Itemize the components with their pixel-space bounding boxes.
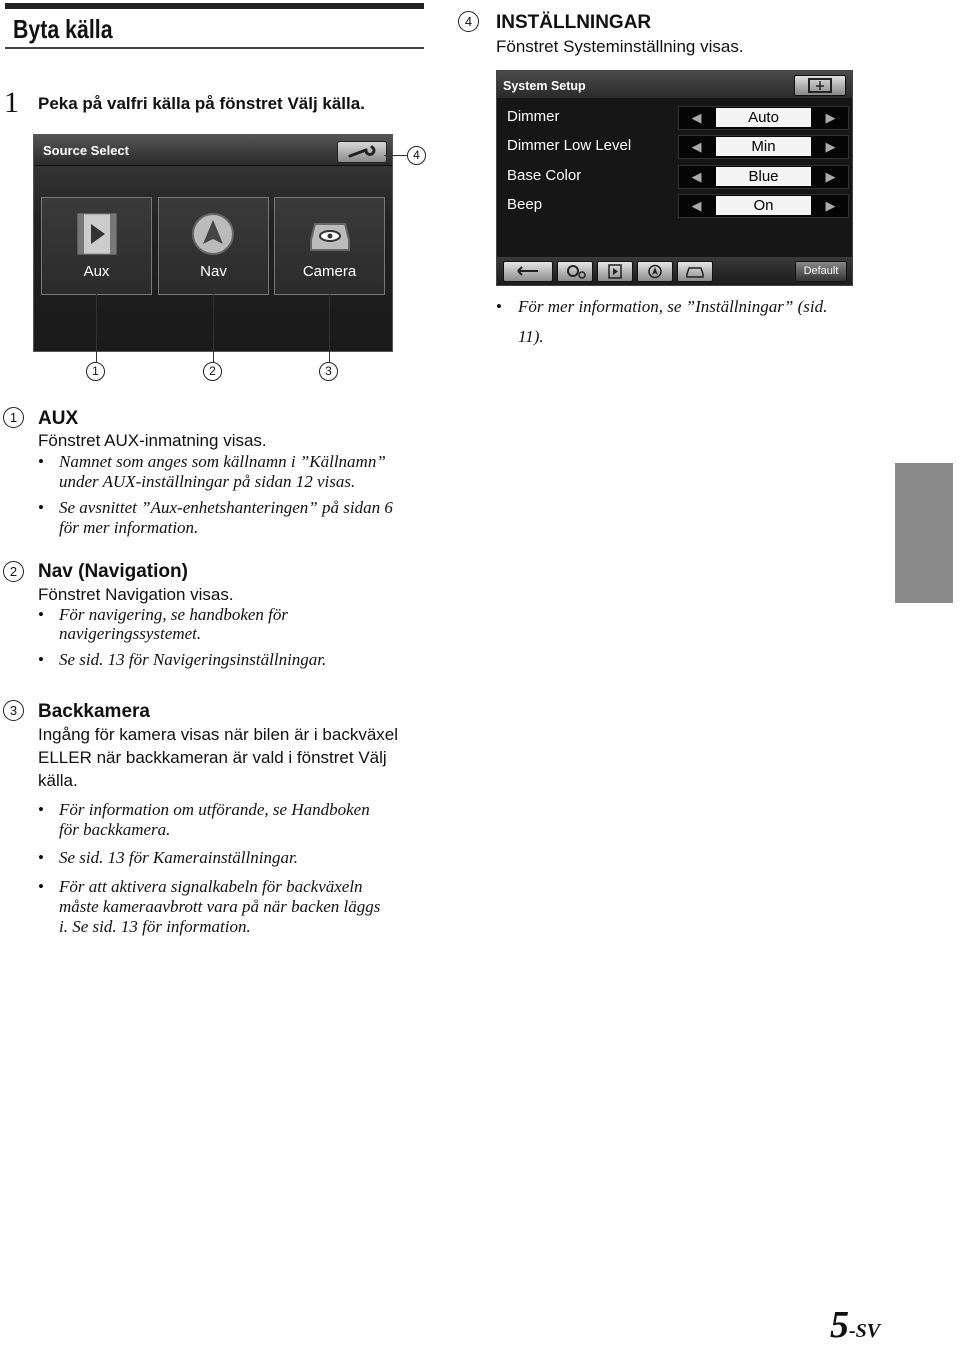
source-tile-camera[interactable] [274, 197, 385, 295]
list-item-text: För navigering, se handboken för [59, 605, 288, 624]
list-item-text: i. Se sid. 13 för information. [59, 917, 251, 936]
title-rule-bottom [5, 47, 424, 49]
bullet: • [38, 877, 44, 896]
settings-button[interactable] [337, 141, 387, 163]
car-camera-icon [305, 212, 355, 256]
section-desc: Fönstret AUX-inmatning visas. [38, 431, 267, 450]
navigation-arrow-icon [638, 262, 672, 281]
setting-value: Auto [716, 108, 811, 127]
bullet: • [38, 800, 44, 819]
callout-line [384, 155, 408, 156]
screen-adjust-icon [795, 76, 845, 95]
right-arrow-icon[interactable]: ▶ [825, 139, 836, 154]
general-settings-tab[interactable] [557, 261, 593, 282]
source-select-header [34, 135, 392, 166]
section-desc: källa. [38, 771, 78, 790]
settings-desc: Fönstret Systeminställning visas. [496, 37, 744, 56]
right-arrow-icon[interactable]: ▶ [825, 110, 836, 125]
settings-heading: INSTÄLLNINGAR [496, 12, 652, 33]
section-number: 2 [3, 561, 24, 582]
right-arrow-icon[interactable]: ▶ [825, 198, 836, 213]
default-button[interactable] [795, 261, 847, 282]
page-number [830, 1303, 880, 1347]
system-setup-header [497, 71, 852, 98]
page-number-suffix: -SV [849, 1320, 881, 1342]
left-arrow-icon[interactable]: ◀ [691, 198, 702, 213]
setting-name: Dimmer Low Level [507, 137, 632, 154]
list-item-text: För att aktivera signalkabeln för backväxeln [59, 877, 363, 896]
bullet: • [38, 605, 44, 624]
note-text: För mer information, se ”Inställningar” (sid. [518, 297, 828, 316]
setting-control [678, 194, 849, 218]
callout-number: 3 [319, 362, 338, 381]
source-select-title: Source Select [43, 143, 129, 158]
setting-row [497, 161, 852, 189]
callout-number: 2 [203, 362, 222, 381]
system-setup-toolbar [497, 257, 852, 285]
list-item-text: Se sid. 13 för Kamerainställningar. [59, 848, 298, 867]
page-number-value: 5 [830, 1304, 849, 1346]
settings-note [496, 297, 846, 317]
section-number: 4 [458, 11, 479, 32]
bullet: • [38, 452, 44, 471]
setting-row [497, 131, 852, 159]
navigation-arrow-icon [190, 212, 236, 256]
callout-number: 1 [86, 362, 105, 381]
list-item-text: för backkamera. [59, 820, 171, 839]
section-heading: AUX [38, 408, 79, 429]
section-desc: Fönstret Navigation visas. [38, 585, 234, 604]
setting-control [678, 135, 849, 159]
section-heading: Backkamera [38, 701, 150, 722]
source-tile-aux[interactable] [41, 197, 152, 295]
film-play-icon [76, 212, 118, 256]
list-item-text: navigeringssystemet. [59, 624, 202, 643]
section-desc: ELLER när backkameran är vald i fönstret Välj [38, 748, 387, 767]
section-number: 3 [3, 700, 24, 721]
setting-name: Dimmer [507, 108, 560, 125]
list-item-text: Se sid. 13 för Navigeringsinställningar. [59, 650, 327, 669]
left-arrow-icon[interactable]: ◀ [691, 110, 702, 125]
system-setup-button[interactable] [794, 75, 846, 96]
bullet: • [496, 297, 502, 316]
system-setup-title: System Setup [503, 79, 586, 93]
setting-value: Blue [716, 167, 811, 186]
setting-value: Min [716, 137, 811, 156]
camera-settings-tab[interactable] [677, 261, 713, 282]
list-item-text: måste kameraavbrott vara på när backen läggs [59, 897, 381, 916]
bullet: • [38, 498, 44, 517]
setting-row [497, 190, 852, 218]
default-label: Default [803, 265, 839, 277]
callout-line [96, 294, 97, 362]
callout-line [329, 294, 330, 362]
wrench-icon [338, 142, 386, 162]
page-title: Byta källa [13, 14, 113, 44]
section-desc: Ingång för kamera visas när bilen är i backväxel [38, 725, 399, 744]
setting-value: On [716, 196, 811, 215]
setting-control [678, 106, 849, 130]
back-button[interactable] [503, 261, 553, 282]
car-icon [678, 262, 712, 281]
bullet: • [38, 650, 44, 669]
list-item-text: under AUX-inställningar på sidan 12 visas. [59, 472, 356, 491]
setting-row [497, 102, 852, 130]
source-tile-label: Camera [302, 263, 357, 280]
left-arrow-icon[interactable]: ◀ [691, 169, 702, 184]
title-rule-top [5, 3, 424, 9]
list-item-text: Se avsnittet ”Aux-enhetshanteringen” på sidan 6 [59, 498, 393, 517]
step-text: Peka på valfri källa på fönstret Välj källa. [38, 94, 365, 113]
callout-number: 4 [407, 146, 426, 165]
source-tile-nav[interactable] [158, 197, 269, 295]
source-tile-label: Aux [83, 263, 110, 280]
gear-icon [558, 262, 592, 281]
section-number: 1 [3, 407, 24, 428]
source-settings-tab[interactable] [597, 261, 633, 282]
right-arrow-icon[interactable]: ▶ [825, 169, 836, 184]
left-arrow-icon[interactable]: ◀ [691, 139, 702, 154]
setting-name: Base Color [507, 167, 582, 184]
chapter-tab [895, 463, 953, 603]
list-item-text: För information om utförande, se Handboken [59, 800, 370, 819]
step-number: 1 [4, 86, 19, 119]
list-item-text: Namnet som anges som källnamn i ”Källnamn” [59, 452, 386, 471]
setting-control [678, 165, 849, 189]
source-tile-label: Nav [200, 263, 227, 280]
callout-line [213, 294, 214, 362]
bullet: • [38, 848, 44, 867]
setting-name: Beep [507, 196, 543, 213]
list-item-text: för mer information. [59, 518, 199, 537]
nav-settings-tab[interactable] [637, 261, 673, 282]
return-arrow-icon [504, 262, 552, 281]
note-text: 11). [518, 327, 544, 346]
system-setup-screen [496, 70, 853, 286]
section-heading: Nav (Navigation) [38, 561, 188, 582]
film-play-icon [598, 262, 632, 281]
